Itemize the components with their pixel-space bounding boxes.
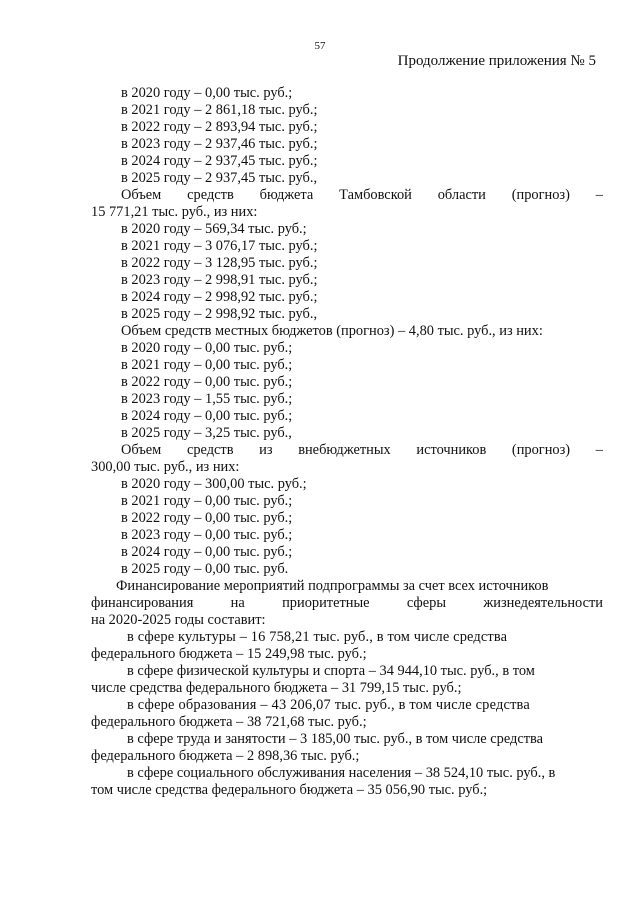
word: Объем	[121, 442, 162, 458]
word: внебюджетных	[298, 442, 391, 458]
sphere-rest: федерального бюджета – 2 898,36 тыс. руб.;	[91, 748, 360, 764]
word: из	[259, 442, 273, 458]
word: области	[437, 187, 486, 203]
word: приоритетные	[282, 595, 370, 611]
year-line: в 2022 году – 3 128,95 тыс. руб.;	[121, 255, 318, 271]
page-number: 57	[314, 40, 326, 52]
year-line: в 2022 году – 2 893,94 тыс. руб.;	[121, 119, 318, 135]
financing-line-3: на 2020-2025 годы составит:	[91, 612, 266, 628]
word: Тамбовской	[339, 187, 412, 203]
sphere-first-line: в сфере труда и занятости – 3 185,00 тыс. руб., в том числе средства	[127, 731, 544, 747]
year-line: в 2025 году – 0,00 тыс. руб.	[121, 561, 289, 577]
sphere-item	[91, 663, 603, 697]
sphere-first-line: в сфере культуры – 16 758,21 тыс. руб., в том числе средства	[127, 629, 508, 645]
year-line: в 2024 году – 0,00 тыс. руб.;	[121, 408, 293, 424]
year-line: в 2021 году – 0,00 тыс. руб.;	[121, 493, 293, 509]
word: средств	[187, 187, 234, 203]
word: жизнедеятельности	[483, 595, 603, 611]
year-line: в 2023 году – 0,00 тыс. руб.;	[121, 527, 293, 543]
regional-heading-cont: 15 771,21 тыс. руб., из них:	[91, 204, 258, 220]
word: Объем	[121, 187, 162, 203]
word: на	[230, 595, 245, 611]
word: сферы	[406, 595, 446, 611]
year-line: в 2025 году – 3,25 тыс. руб.,	[121, 425, 292, 441]
year-line: в 2022 году – 0,00 тыс. руб.;	[121, 510, 293, 526]
extrabudget-heading	[91, 442, 603, 459]
sphere-rest: числе средства федерального бюджета – 31 799,15 тыс. руб.;	[91, 680, 462, 696]
word: финансирования	[91, 595, 194, 611]
year-line: в 2023 году – 2 998,91 тыс. руб.;	[121, 272, 318, 288]
sphere-item	[91, 697, 603, 731]
sphere-first-line: в сфере социального обслуживания населения – 38 524,10 тыс. руб., в	[127, 765, 556, 781]
year-line: в 2022 году – 0,00 тыс. руб.;	[121, 374, 293, 390]
sphere-item	[91, 765, 603, 799]
year-line: в 2025 году – 2 937,45 тыс. руб.,	[121, 170, 318, 186]
word: –	[595, 442, 603, 458]
sphere-rest: том числе средства федерального бюджета – 35 056,90 тыс. руб.;	[91, 782, 488, 798]
document-body	[91, 85, 603, 799]
local-heading: Объем средств местных бюджетов (прогноз) – 4,80 тыс. руб., из них:	[121, 323, 543, 339]
financing-line-2	[91, 595, 603, 612]
year-line: в 2020 году – 569,34 тыс. руб.;	[121, 221, 307, 237]
regional-heading	[91, 187, 603, 204]
word: (прогноз)	[511, 442, 571, 458]
word: (прогноз)	[511, 187, 570, 203]
sphere-item	[91, 629, 603, 663]
sphere-first-line: в сфере образования – 43 206,07 тыс. руб., в том числе средства	[127, 697, 530, 713]
sphere-rest: федерального бюджета – 15 249,98 тыс. руб.;	[91, 646, 367, 662]
year-line: в 2024 году – 0,00 тыс. руб.;	[121, 544, 293, 560]
word: источников	[416, 442, 487, 458]
year-line: в 2024 году – 2 998,92 тыс. руб.;	[121, 289, 318, 305]
year-line: в 2023 году – 2 937,46 тыс. руб.;	[121, 136, 318, 152]
word: бюджета	[259, 187, 314, 203]
year-line: в 2021 году – 2 861,18 тыс. руб.;	[121, 102, 318, 118]
sphere-item	[91, 731, 603, 765]
year-line: в 2025 году – 2 998,92 тыс. руб.,	[121, 306, 318, 322]
year-line: в 2023 году – 1,55 тыс. руб.;	[121, 391, 293, 407]
year-line: в 2020 году – 300,00 тыс. руб.;	[121, 476, 307, 492]
appendix-note: Продолжение приложения № 5	[397, 53, 596, 69]
word: –	[595, 187, 603, 203]
year-line: в 2020 году – 0,00 тыс. руб.;	[121, 340, 293, 356]
year-line: в 2021 году – 0,00 тыс. руб.;	[121, 357, 293, 373]
year-line: в 2021 году – 3 076,17 тыс. руб.;	[121, 238, 318, 254]
word: средств	[186, 442, 234, 458]
sphere-rest: федерального бюджета – 38 721,68 тыс. руб.;	[91, 714, 367, 730]
sphere-first-line: в сфере физической культуры и спорта – 34 944,10 тыс. руб., в том	[127, 663, 535, 679]
extrabudget-heading-cont: 300,00 тыс. руб., из них:	[91, 459, 240, 475]
year-line: в 2020 году – 0,00 тыс. руб.;	[121, 85, 293, 101]
year-line: в 2024 году – 2 937,45 тыс. руб.;	[121, 153, 318, 169]
financing-line-1: Финансирование мероприятий подпрограммы за счет всех источников	[116, 578, 549, 594]
